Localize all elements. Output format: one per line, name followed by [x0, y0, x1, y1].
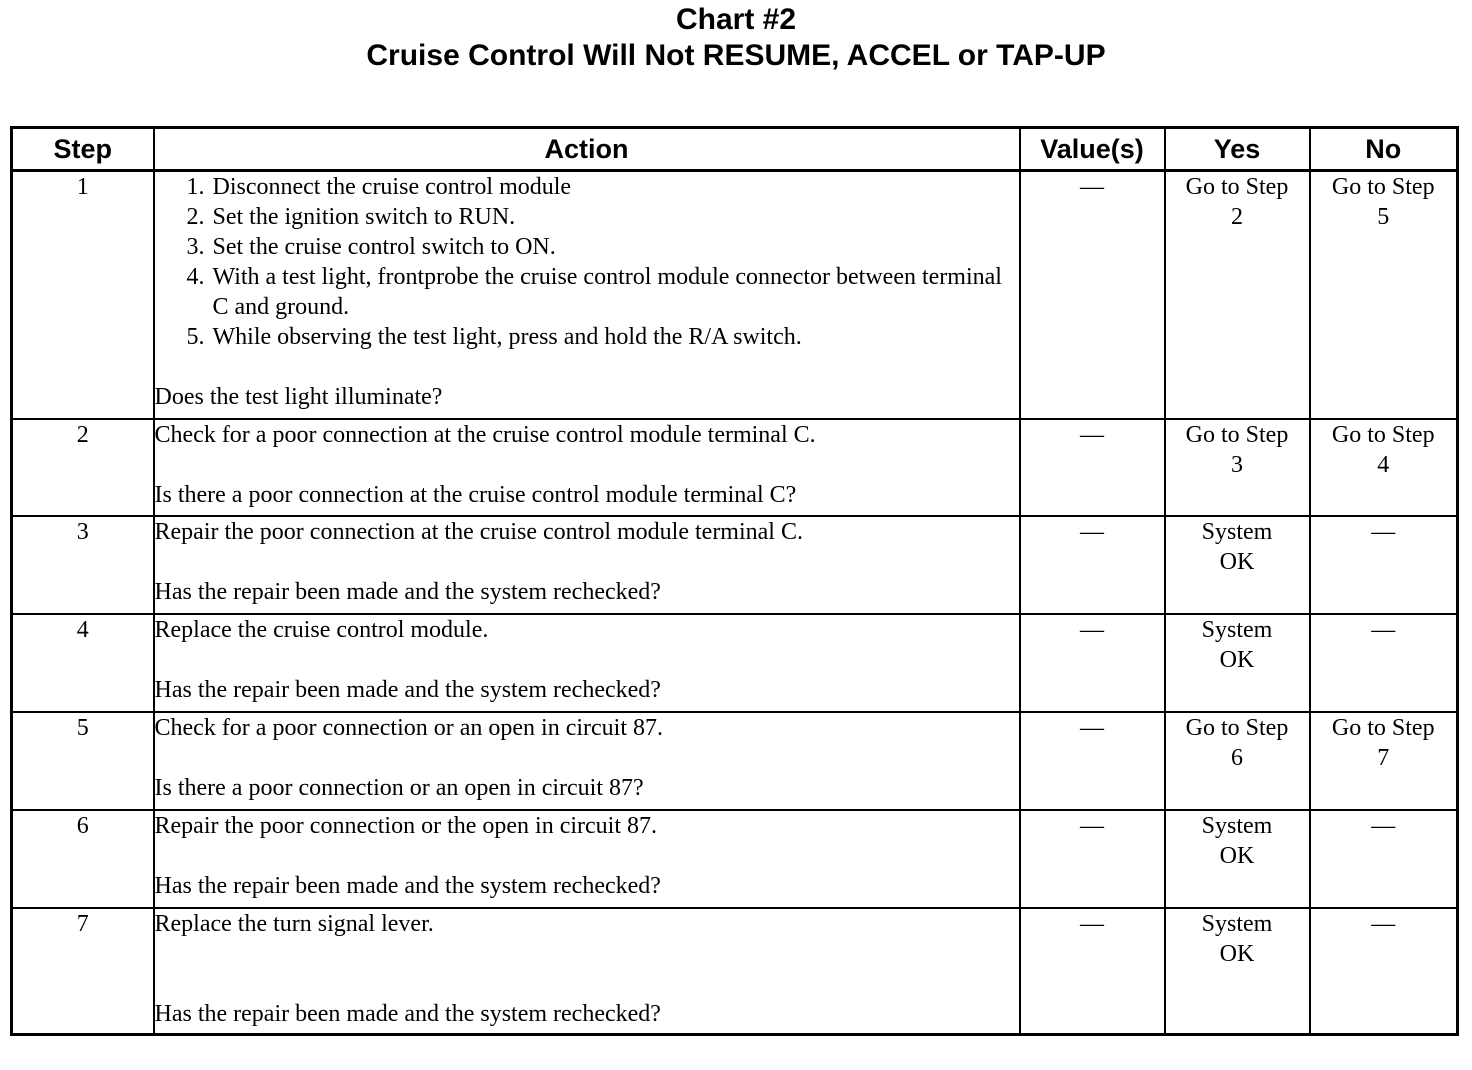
no-line-1: — [1371, 519, 1396, 545]
no-cell [1310, 908, 1458, 1035]
yes-cell [1165, 908, 1310, 1035]
table-row [12, 712, 1458, 810]
action-question: Does the test light illuminate? [154, 384, 443, 410]
action-instruction: Replace the turn signal lever. [154, 911, 434, 937]
value-cell: — [1020, 712, 1165, 810]
yes-cell [1165, 614, 1310, 712]
table-row [12, 171, 1458, 420]
action-cell [154, 908, 1020, 1035]
yes-line-1: Go to Step [1185, 422, 1289, 448]
column-header-yes: Yes [1165, 128, 1310, 171]
no-cell [1310, 419, 1458, 516]
yes-line-1: System [1201, 617, 1273, 643]
yes-cell [1165, 516, 1310, 614]
yes-line-2: 3 [1231, 452, 1243, 478]
yes-line-1: Go to Step [1185, 174, 1289, 200]
value-cell: — [1020, 810, 1165, 908]
no-line-1: — [1371, 617, 1396, 643]
yes-line-2: OK [1219, 647, 1255, 673]
action-cell [154, 171, 1020, 420]
no-line-1: Go to Step [1331, 715, 1435, 741]
yes-line-2: 6 [1231, 745, 1243, 771]
yes-cell [1165, 171, 1310, 420]
no-cell [1310, 614, 1458, 712]
action-instruction: Check for a poor connection at the cruise control module terminal C. [154, 422, 816, 448]
action-question: Is there a poor connection or an open in circuit 87? [154, 775, 644, 801]
action-instruction: Replace the cruise control module. [154, 617, 489, 643]
action-instruction: Check for a poor connection or an open in circuit 87. [154, 715, 663, 741]
step-number: 2 [12, 419, 154, 516]
yes-line-1: System [1201, 911, 1273, 937]
step-number: 1 [12, 171, 154, 420]
yes-cell [1165, 712, 1310, 810]
table-row [12, 516, 1458, 614]
value-cell: — [1020, 419, 1165, 516]
step-number: 3 [12, 516, 154, 614]
value-cell: — [1020, 908, 1165, 1035]
substep-item: 1. Disconnect the cruise control module [211, 172, 1019, 202]
yes-line-2: OK [1219, 549, 1255, 575]
action-question: Has the repair been made and the system rechecked? [154, 1001, 661, 1027]
step-number: 5 [12, 712, 154, 810]
column-header-step: Step [12, 128, 154, 171]
substep-item: 4. With a test light, frontprobe the cruise control module connector between terminal C and ground. [211, 262, 1019, 322]
no-cell [1310, 171, 1458, 420]
substep-item: 3. Set the cruise control switch to ON. [211, 232, 1019, 262]
step-number: 6 [12, 810, 154, 908]
yes-line-2: OK [1219, 941, 1255, 967]
column-header-action: Action [154, 128, 1020, 171]
table-row [12, 419, 1458, 516]
table-row [12, 810, 1458, 908]
value-cell: — [1020, 171, 1165, 420]
yes-cell [1165, 419, 1310, 516]
yes-line-1: Go to Step [1185, 715, 1289, 741]
substep-item: 5. While observing the test light, press and hold the R/A switch. [211, 322, 1019, 352]
no-line-2: 4 [1377, 452, 1390, 478]
action-cell [154, 810, 1020, 908]
step-number: 4 [12, 614, 154, 712]
action-cell [154, 516, 1020, 614]
no-line-1: — [1371, 813, 1396, 839]
action-question: Has the repair been made and the system rechecked? [154, 677, 661, 703]
yes-line-1: System [1201, 519, 1273, 545]
action-cell [154, 614, 1020, 712]
action-question: Has the repair been made and the system rechecked? [154, 579, 661, 605]
substep-item: 2. Set the ignition switch to RUN. [211, 202, 1019, 232]
no-line-1: — [1371, 911, 1396, 937]
no-cell [1310, 810, 1458, 908]
table-row [12, 614, 1458, 712]
table-row [12, 908, 1458, 1035]
no-cell [1310, 516, 1458, 614]
no-cell [1310, 712, 1458, 810]
column-header-values: Value(s) [1020, 128, 1165, 171]
value-cell: — [1020, 516, 1165, 614]
yes-line-1: System [1201, 813, 1273, 839]
no-line-1: Go to Step [1331, 174, 1435, 200]
value-cell: — [1020, 614, 1165, 712]
table-header-row [12, 128, 1458, 171]
yes-line-2: 2 [1231, 204, 1243, 230]
chart-title [0, 2, 1472, 74]
chart-subtitle: Cruise Control Will Not RESUME, ACCEL or TAP-UP [366, 39, 1106, 72]
yes-line-2: OK [1219, 843, 1255, 869]
action-instruction: Repair the poor connection at the cruise control module terminal C. [154, 519, 803, 545]
yes-cell [1165, 810, 1310, 908]
action-cell [154, 419, 1020, 516]
column-header-no: No [1310, 128, 1458, 171]
action-question: Is there a poor connection at the cruise control module terminal C? [154, 482, 797, 508]
no-line-2: 7 [1377, 745, 1390, 771]
substep-list [155, 172, 1019, 352]
action-instruction: Repair the poor connection or the open in circuit 87. [154, 813, 658, 839]
action-cell [154, 712, 1020, 810]
step-number: 7 [12, 908, 154, 1035]
no-line-2: 5 [1377, 204, 1390, 230]
chart-number: Chart #2 [675, 3, 797, 36]
action-question: Has the repair been made and the system rechecked? [154, 873, 661, 899]
no-line-1: Go to Step [1331, 422, 1435, 448]
diagnostic-table [10, 126, 1459, 1036]
